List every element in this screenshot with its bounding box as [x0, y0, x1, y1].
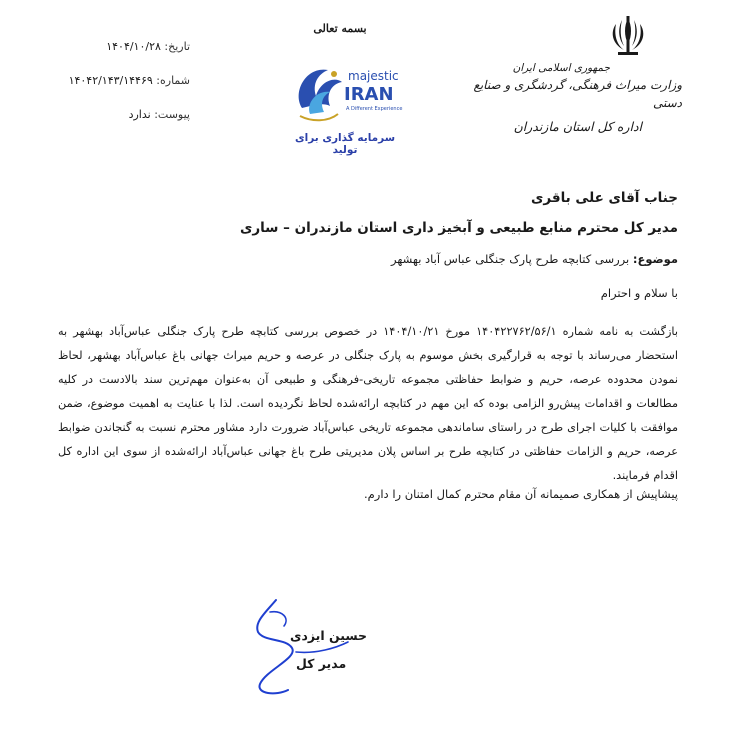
meta-number	[40, 74, 190, 87]
subject-line	[391, 252, 678, 266]
bismillah-heading: بسمه تعالی	[313, 22, 367, 35]
recipient-name: جناب آقای علی باقری	[530, 190, 678, 206]
date-label: تاریخ:	[164, 40, 190, 53]
closing-line: پیشاپیش از همکاری صمیمانه آن مقام محترم کمال امتنان را دارم.	[364, 487, 678, 501]
org-ministry: وزارت میراث فرهنگی، گردشگری و صنایع دستی	[473, 78, 682, 110]
org-office: اداره کل استان مازندران	[513, 119, 642, 134]
attachment-label: پیوست:	[154, 108, 190, 121]
recipient-title: مدیر کل محترم منابع طبیعی و آبخیز داری استان مازندران – ساری	[239, 220, 678, 236]
letter-body: بازگشت به نامه شماره ۱۴۰۴۲۲۷۶۲/۵۶/۱ مورخ ۱۴۰۴/۱۰/۲۱ در خصوص بررسی کتابچه طرح پارک جنگلی عباس‌آباد بهشهر به استحضار می‌رساند با توجه به قرارگیری بخش موسوم به پارک جنگلی در عرصه و حریم میراث جهانی باغ عباس‌آباد بهشهر، لحاظ نمودن محدوده عرصه، حریم و ضوابط حفاظتی مجموعه تاریخی-فرهنگی و طبیعی آن به‌عنوان مهم‌ترین سند بالادست در کلیه مطالعات و اقدامات پیش‌رو الزامی بوده که این مهم در کتابچه ارائه‌شده لحاظ نگردیده است. لذا با عنایت به اهمیت موضوع، ضمن موافقت با کلیات اجرای طرح در راستای ساماندهی مجموعه تاریخی عباس‌آباد ضرورت دارد مشاور محترم نسبت به گنجاندن ضوابط عرصه، حریم و الزامات حفاظتی در کتابچه طرح بر اساس پلان مدیریتی طرح باغ جهانی عباس‌آباد ارائه‌شده از سوی این اداره کل اقدام فرمایند.	[58, 325, 678, 482]
attachment-value: ندارد	[128, 108, 151, 121]
logo-word-majestic: majestic	[348, 69, 399, 83]
subject-label: موضوع:	[632, 252, 678, 266]
org-country: جمهوری اسلامی ایران	[512, 62, 610, 74]
number-label: شماره:	[156, 74, 190, 87]
signer-name: حسین ایزدی	[290, 628, 368, 643]
handwritten-signature	[236, 592, 356, 702]
meta-date	[40, 40, 190, 53]
iran-emblem-icon	[602, 14, 654, 60]
subject-text: بررسی کتابچه طرح پارک جنگلی عباس آباد بهشهر	[390, 252, 630, 266]
greeting: با سلام و احترام	[600, 286, 678, 300]
organization-header	[446, 60, 686, 138]
signer-title: مدیر کل	[296, 656, 347, 671]
logo-word-iran: IRAN	[344, 84, 394, 105]
meta-attachment	[40, 108, 190, 121]
number-value: ۱۴۰۴۲/۱۴۳/۱۴۴۶۹	[68, 74, 153, 87]
date-value: ۱۴۰۴/۱۰/۲۸	[106, 40, 161, 53]
logo-tagline: سرمایه گذاری برای تولید	[294, 132, 396, 156]
logo-subtitle: A Different Experience	[346, 106, 403, 112]
majestic-iran-logo	[282, 52, 412, 128]
